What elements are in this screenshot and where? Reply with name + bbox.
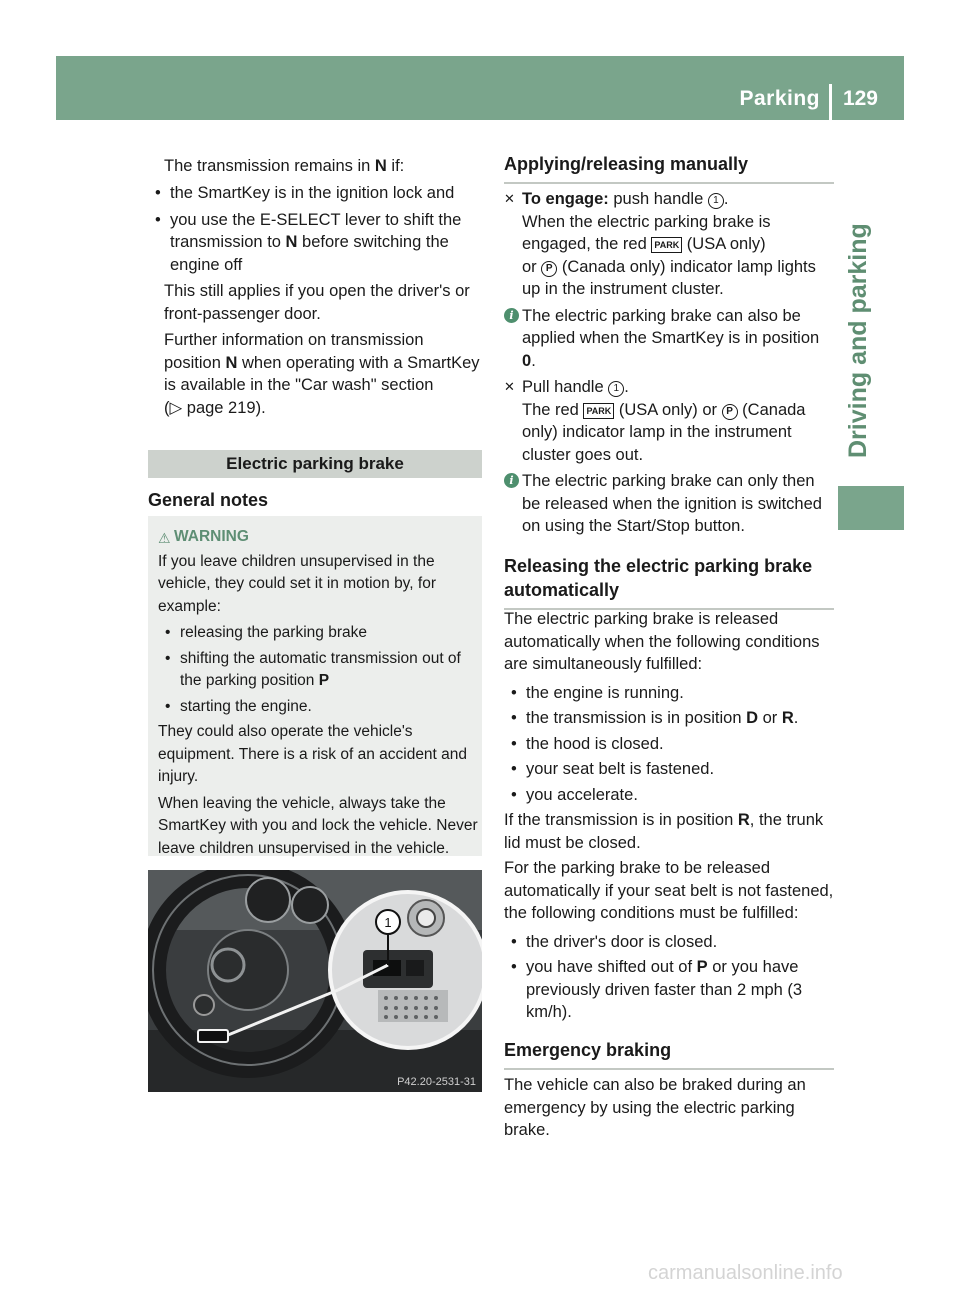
paragraph: When the electric parking brake is engaged, the red PARK (USA only) bbox=[522, 212, 771, 253]
paragraph: If the transmission is in position R, the trunk lid must be closed. bbox=[504, 811, 824, 852]
cockpit-photo bbox=[148, 870, 482, 1092]
list-item: • starting the engine. bbox=[158, 696, 480, 719]
info-note: i The electric parking brake can only then be released when the ignition is switched on using the Start/Stop button. bbox=[504, 470, 834, 538]
heading-releasing-automatically: Releasing the electric parking brake automatically bbox=[504, 554, 834, 610]
list-item: • the driver's door is closed. bbox=[504, 931, 834, 954]
list-item: • the engine is running. bbox=[504, 682, 834, 705]
paragraph: or P (Canada only) indicator lamp lights up in the instrument cluster. bbox=[522, 257, 816, 298]
chapter-tab bbox=[838, 128, 904, 468]
list-item: • the transmission is in position D or R. bbox=[504, 707, 834, 730]
list-item: • the SmartKey is in the ignition lock and bbox=[148, 182, 482, 205]
page-number: 129 bbox=[842, 87, 878, 110]
warning-title: ⚠ WARNING bbox=[158, 526, 480, 549]
list-item: • your seat belt is fastened. bbox=[504, 758, 834, 781]
page-header-bar bbox=[56, 56, 904, 120]
park-lamp-icon: PARK bbox=[583, 403, 614, 419]
warning-box bbox=[148, 516, 482, 856]
canada-park-lamp-icon: P bbox=[541, 261, 557, 277]
section-title: Parking bbox=[739, 87, 820, 110]
info-note: i The electric parking brake can also be applied when the SmartKey is in position 0. bbox=[504, 305, 834, 373]
instruction-engage: ✕ To engage: push handle 1 . bbox=[504, 188, 834, 211]
list-item: • you accelerate. bbox=[504, 784, 834, 807]
paragraph: Further information on transmission position N when operating with a SmartKey is available in the "Car wash" section bbox=[164, 331, 480, 394]
list-item: • releasing the parking brake bbox=[158, 622, 480, 645]
left-bullets bbox=[148, 182, 482, 419]
list-item: • shifting the automatic transmission out of the parking position P bbox=[158, 648, 480, 693]
watermark: carmanualsonline.info bbox=[648, 1262, 843, 1284]
heading-applying-releasing: Applying/releasing manually bbox=[504, 152, 834, 184]
page-reference[interactable]: (▷ page 219). bbox=[164, 398, 266, 417]
left-intro: The transmission remains in N if: bbox=[164, 157, 405, 175]
list-item: • the hood is closed. bbox=[504, 733, 834, 756]
instruction-pull: ✕ Pull handle 1 . bbox=[504, 376, 834, 399]
list-item: • you have shifted out of P or you have previously driven faster than 2 mph (3 km/h). bbox=[504, 956, 834, 1024]
callout-ref: 1 bbox=[608, 381, 624, 397]
right-column-body bbox=[504, 188, 834, 538]
warning-text: When leaving the vehicle, always take the SmartKey with you and lock the vehicle. Never leave children unsupervised in the vehicle. bbox=[158, 794, 478, 857]
warning-text: If you leave children unsupervised in the vehicle, they could set it in motion by, for example: bbox=[158, 552, 436, 615]
callout-ref: 1 bbox=[708, 193, 724, 209]
emergency-text: The vehicle can also be braked during an emergency by using the electric parking brake. bbox=[504, 1076, 806, 1139]
paragraph: This still applies if you open the driver's or front-passenger door. bbox=[164, 282, 470, 323]
auto-release-body bbox=[504, 608, 834, 1024]
header-divider bbox=[829, 84, 832, 120]
chapter-marker bbox=[838, 486, 904, 530]
subheading-general-notes: General notes bbox=[148, 488, 482, 520]
photo-callout-1: 1 bbox=[384, 915, 392, 930]
heading-emergency-braking: Emergency braking bbox=[504, 1038, 834, 1070]
canada-park-lamp-icon: P bbox=[722, 404, 738, 420]
paragraph: For the parking brake to be released automatically if your seat belt is not fastened, the following conditions must be fulfilled: bbox=[504, 859, 834, 922]
paragraph: The electric parking brake is released automatically when the following conditions are simultaneously fulfilled: bbox=[504, 610, 820, 673]
info-icon: i bbox=[504, 308, 519, 323]
paragraph: The red PARK (USA only) or P (Canada only) indicator lamp in the instrument cluster goes out. bbox=[522, 400, 806, 464]
photo-code: P42.20-2531-31 bbox=[397, 1076, 476, 1088]
section-heading: Electric parking brake bbox=[148, 450, 482, 478]
list-item: • you use the E-SELECT lever to shift the transmission to N before switching the engine off bbox=[148, 209, 482, 277]
chapter-tab-label: Driving and parking bbox=[844, 223, 872, 458]
info-icon: i bbox=[504, 473, 519, 488]
cockpit-illustration bbox=[148, 870, 482, 1092]
warning-text: They could also operate the vehicle's equipment. There is a risk of an accident and injury. bbox=[158, 723, 468, 785]
warning-icon: ⚠ bbox=[158, 530, 171, 546]
park-lamp-icon: PARK bbox=[651, 237, 682, 253]
